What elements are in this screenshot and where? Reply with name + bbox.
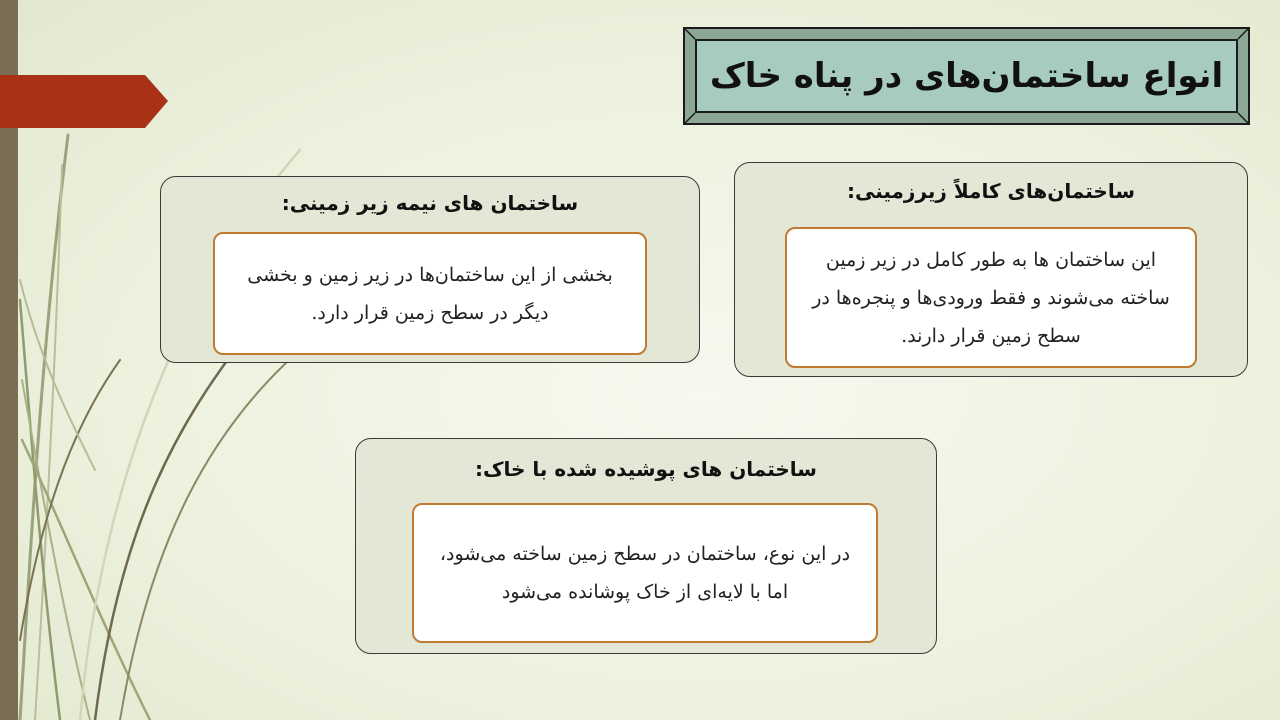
card-heading: ساختمان‌های کاملاً زیرزمینی: xyxy=(846,179,1135,203)
accent-arrow-tab xyxy=(0,75,168,128)
card-body: بخشی از این ساختمان‌ها در زیر زمین و بخشی دیگر در سطح زمین قرار دارد. xyxy=(213,232,647,355)
card-heading: ساختمان های پوشیده شده با خاک: xyxy=(475,457,817,481)
card-earth-covered xyxy=(355,438,937,654)
slide-title: انواع ساختمان‌های در پناه خاک xyxy=(709,56,1224,96)
title-frame xyxy=(683,27,1250,125)
title-panel xyxy=(695,39,1238,113)
card-heading: ساختمان های نیمه زیر زمینی: xyxy=(281,191,579,215)
card-body: در این نوع، ساختمان در سطح زمین ساخته می‌شود، اما با لایه‌ای از خاک پوشانده می‌شود xyxy=(412,503,878,643)
card-fully-underground xyxy=(734,162,1248,377)
card-semi-underground xyxy=(160,176,700,363)
card-body: این ساختمان ها به طور کامل در زیر زمین ساخته می‌شوند و فقط ورودی‌ها و پنجره‌ها در سطح زمین قرار دارند. xyxy=(785,227,1197,368)
